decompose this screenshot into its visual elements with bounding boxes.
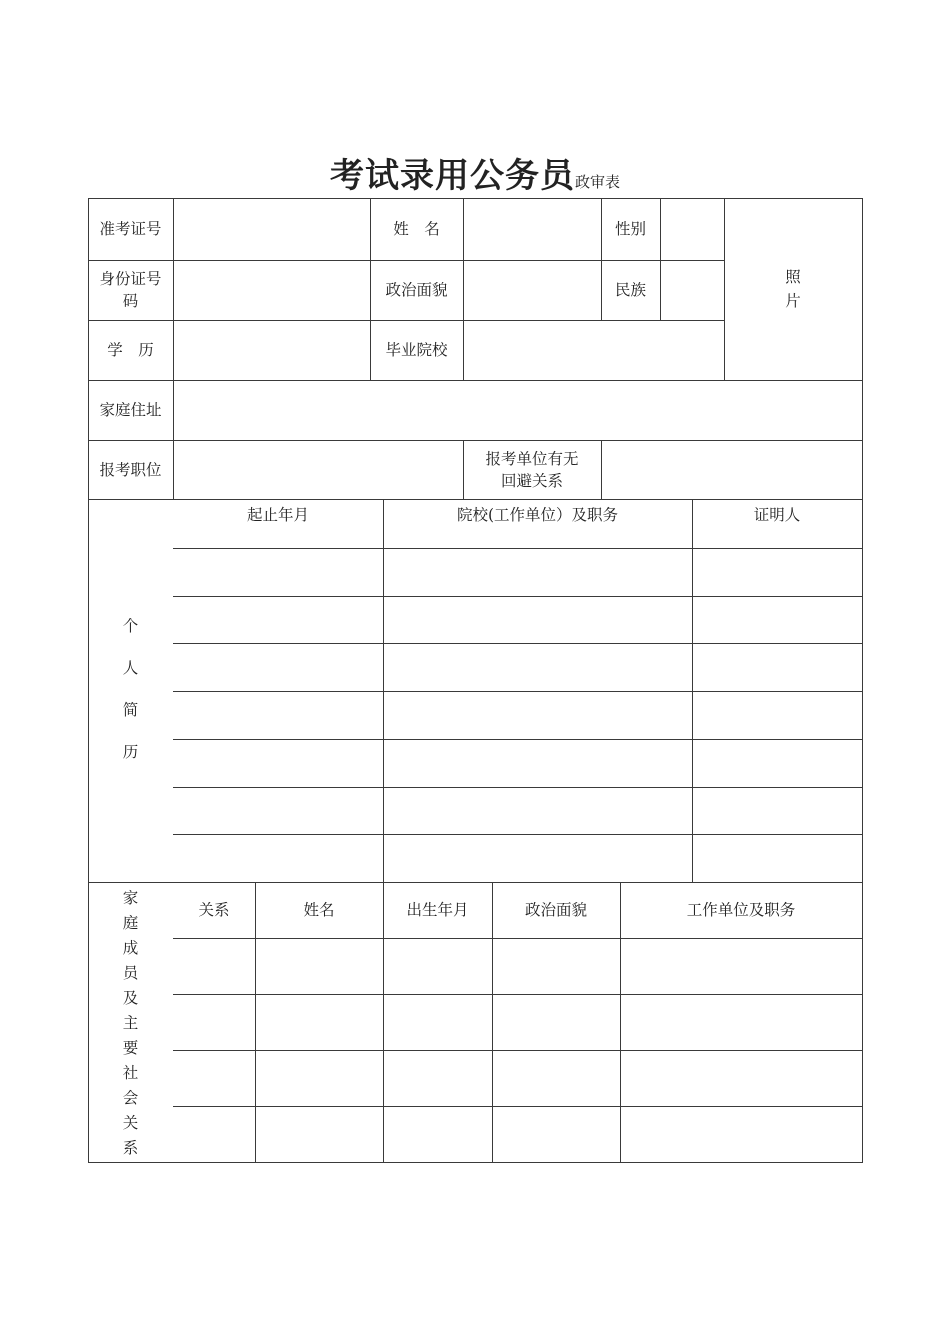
ethnicity-field[interactable] xyxy=(661,261,724,320)
resume-cell[interactable] xyxy=(174,835,383,882)
family-cell[interactable] xyxy=(174,939,255,994)
label-exam-number: 准考证号 xyxy=(99,220,162,238)
exam-number-field[interactable] xyxy=(174,199,370,260)
photo-box[interactable] xyxy=(725,199,862,380)
resume-cell[interactable] xyxy=(693,644,862,691)
family-cell[interactable] xyxy=(621,939,862,994)
label-photo: 照片 xyxy=(785,268,801,310)
resume-cell[interactable] xyxy=(174,549,383,596)
resume-cell[interactable] xyxy=(174,740,383,787)
family-header-3: 政治面貌 xyxy=(524,901,587,919)
family-cell[interactable] xyxy=(174,995,255,1050)
form-title xyxy=(0,148,950,197)
family-cell[interactable] xyxy=(621,1107,862,1162)
education-field[interactable] xyxy=(174,321,370,380)
resume-header-1: 院校(工作单位）及职务 xyxy=(456,506,619,524)
grid-line xyxy=(463,440,464,500)
resume-cell[interactable] xyxy=(384,788,692,834)
resume-cell[interactable] xyxy=(693,740,862,787)
title-main: 考试录用公务员 xyxy=(329,156,575,196)
family-cell[interactable] xyxy=(174,1051,255,1106)
label-school: 毕业院校 xyxy=(385,341,448,359)
family-cell[interactable] xyxy=(256,939,383,994)
family-cell[interactable] xyxy=(384,1051,492,1106)
resume-cell[interactable] xyxy=(384,835,692,882)
family-cell[interactable] xyxy=(384,995,492,1050)
label-position: 报考职位 xyxy=(99,460,162,479)
resume-cell[interactable] xyxy=(384,644,692,691)
resume-cell[interactable] xyxy=(384,740,692,787)
school-field[interactable] xyxy=(464,321,724,380)
name-field[interactable] xyxy=(464,199,601,260)
resume-cell[interactable] xyxy=(693,835,862,882)
table-border-right xyxy=(862,198,863,1163)
family-cell[interactable] xyxy=(256,1051,383,1106)
family-cell[interactable] xyxy=(621,1051,862,1106)
resume-cell[interactable] xyxy=(174,692,383,739)
family-cell[interactable] xyxy=(256,1107,383,1162)
label-gender: 性别 xyxy=(614,220,646,238)
address-field[interactable] xyxy=(174,381,862,440)
resume-cell[interactable] xyxy=(693,549,862,596)
family-section-label: 家 庭 成 员 及 主 要 社 会 关 系 xyxy=(122,889,139,1157)
resume-cell[interactable] xyxy=(384,597,692,643)
family-cell[interactable] xyxy=(493,1107,620,1162)
political-status-field[interactable] xyxy=(464,261,601,320)
resume-cell[interactable] xyxy=(174,644,383,691)
grid-line xyxy=(88,499,863,500)
family-header-2: 出生年月 xyxy=(406,901,469,919)
resume-cell[interactable] xyxy=(384,692,692,739)
resume-header-0: 起止年月 xyxy=(246,506,309,524)
family-cell[interactable] xyxy=(256,995,383,1050)
resume-cell[interactable] xyxy=(384,549,692,596)
label-address: 家庭住址 xyxy=(99,401,162,419)
family-cell[interactable] xyxy=(493,995,620,1050)
family-header-0: 关系 xyxy=(198,901,230,919)
gender-field[interactable] xyxy=(661,199,724,260)
resume-header-2: 证明人 xyxy=(753,506,801,524)
resume-section-label: 个 人 简 历 xyxy=(122,617,139,761)
label-political-status: 政治面貌 xyxy=(385,281,448,299)
label-id-number: 身份证号码 xyxy=(99,270,162,310)
table-border-bottom xyxy=(88,1162,863,1163)
resume-cell[interactable] xyxy=(693,692,862,739)
family-header-4: 工作单位及职务 xyxy=(686,901,796,919)
label-education: 学 历 xyxy=(107,341,154,359)
family-cell[interactable] xyxy=(493,939,620,994)
family-cell[interactable] xyxy=(174,1107,255,1162)
family-cell[interactable] xyxy=(621,995,862,1050)
avoidance-field[interactable] xyxy=(602,441,862,499)
label-ethnicity: 民族 xyxy=(614,281,646,299)
resume-cell[interactable] xyxy=(693,788,862,834)
family-cell[interactable] xyxy=(384,1107,492,1162)
resume-cell[interactable] xyxy=(174,788,383,834)
label-name: 姓 名 xyxy=(393,220,440,238)
id-number-field[interactable] xyxy=(174,261,370,320)
resume-cell[interactable] xyxy=(174,597,383,643)
title-sub: 政审表 xyxy=(574,173,620,191)
family-cell[interactable] xyxy=(384,939,492,994)
label-avoidance: 报考单位有无回避关系 xyxy=(485,449,579,490)
family-header-1: 姓名 xyxy=(303,901,335,919)
family-cell[interactable] xyxy=(493,1051,620,1106)
position-field[interactable] xyxy=(174,441,463,499)
resume-cell[interactable] xyxy=(693,597,862,643)
